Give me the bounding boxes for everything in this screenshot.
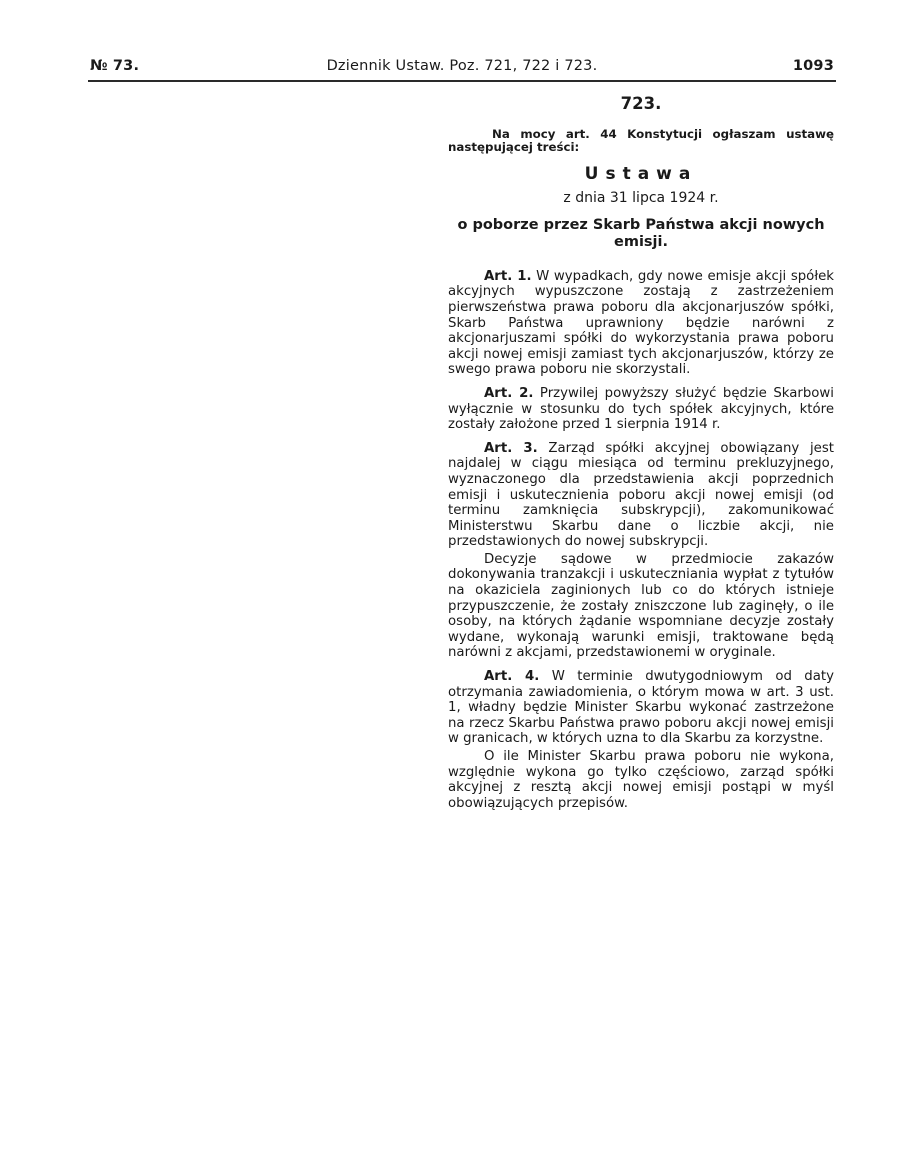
article-3 [448, 441, 834, 550]
article-text: Przywilej powyższy służyć będzie Skarbowi wyłącznie w stosunku do tych spółek akcyjnych, które zostały założone przed 1 sierpnia 1914 r. [448, 385, 834, 433]
article-text: Zarząd spółki akcyjnej obowiązany jest najdalej w ciągu miesiąca od terminu prekluzyjnego, wyznaczonego dla przedstawienia akcji poprzednich emisji i uskutecznienia poboru akcji nowej emisji (od terminu zamknięcia subskrypcji), zakomunikować Ministerstwu Skarbu dane o liczbie akcji, nie przedstawionych do nowej subskrypcji. [448, 440, 834, 550]
promulgation-formula: Na mocy art. 44 Konstytucji ogłaszam ustawę następującej treści: [448, 126, 834, 155]
article-label: Art. 1. [484, 268, 532, 284]
article-3-paragraph-2: Decyzje sądowe w przedmiocie zakazów dokonywania tranzakcji i uskuteczniania wypłat z tytułów na okaziciela zaginionych lub co do których istnieje przypuszczenie, że zostały zniszczone lub zaginęły, o ile osoby, na których żądanie wspomniane decyzje zostały wydane, wykonają warunki emisji, traktowane będą narówni z akcjami, przedstawionemi w oryginale. [448, 551, 834, 661]
document-date: z dnia 31 lipca 1924 r. [563, 190, 719, 207]
article-2 [448, 386, 834, 433]
article-text: W wypadkach, gdy nowe emisje akcji spółek akcyjnych wypuszczone zostają z zastrzeżeniem pierwszeństwa prawa poboru dla akcjonarjuszów spółki, Skarb Państwa uprawniony będzie narówni z akcjonarjuszami spółki do wykorzystania prawa poboru akcji nowej emisji zamiast tych akcjonarjuszów, którzy ze swego prawa poboru nie skorzystali. [448, 268, 834, 378]
issue-number: № 73. [90, 58, 140, 74]
page-header [90, 58, 834, 80]
article-1 [448, 269, 834, 378]
article-4 [448, 669, 834, 747]
document-subject: o poborze przez Skarb Państwa akcji nowych emisji. [457, 216, 825, 250]
page-number: 1093 [792, 58, 834, 74]
journal-title: Dziennik Ustaw. Poz. 721, 722 i 723. [326, 58, 598, 74]
document-type: Ustawa [584, 163, 698, 184]
article-4-paragraph-2: O ile Minister Skarbu prawa poboru nie wykona, względnie wykona go tylko częściowo, zarząd spółki akcyjnej z resztą akcji nowej emisji postąpi w myśl obowiązujących przepisów. [448, 749, 834, 811]
article-label: Art. 4. [484, 669, 540, 685]
act-column [448, 96, 834, 819]
act-number: 723. [620, 94, 662, 113]
header-divider [88, 80, 836, 82]
article-text: W terminie dwutygodniowym od daty otrzymania zawiadomienia, o którym mowa w art. 3 ust. 1, władny będzie Minister Skarbu wykonać zastrzeżone na rzecz Skarbu Państwa prawo poboru akcji nowej emisji w granicach, w których uzna to dla Skarbu za korzystne. [448, 669, 834, 747]
article-label: Art. 2. [484, 385, 534, 401]
article-label: Art. 3. [484, 440, 538, 456]
